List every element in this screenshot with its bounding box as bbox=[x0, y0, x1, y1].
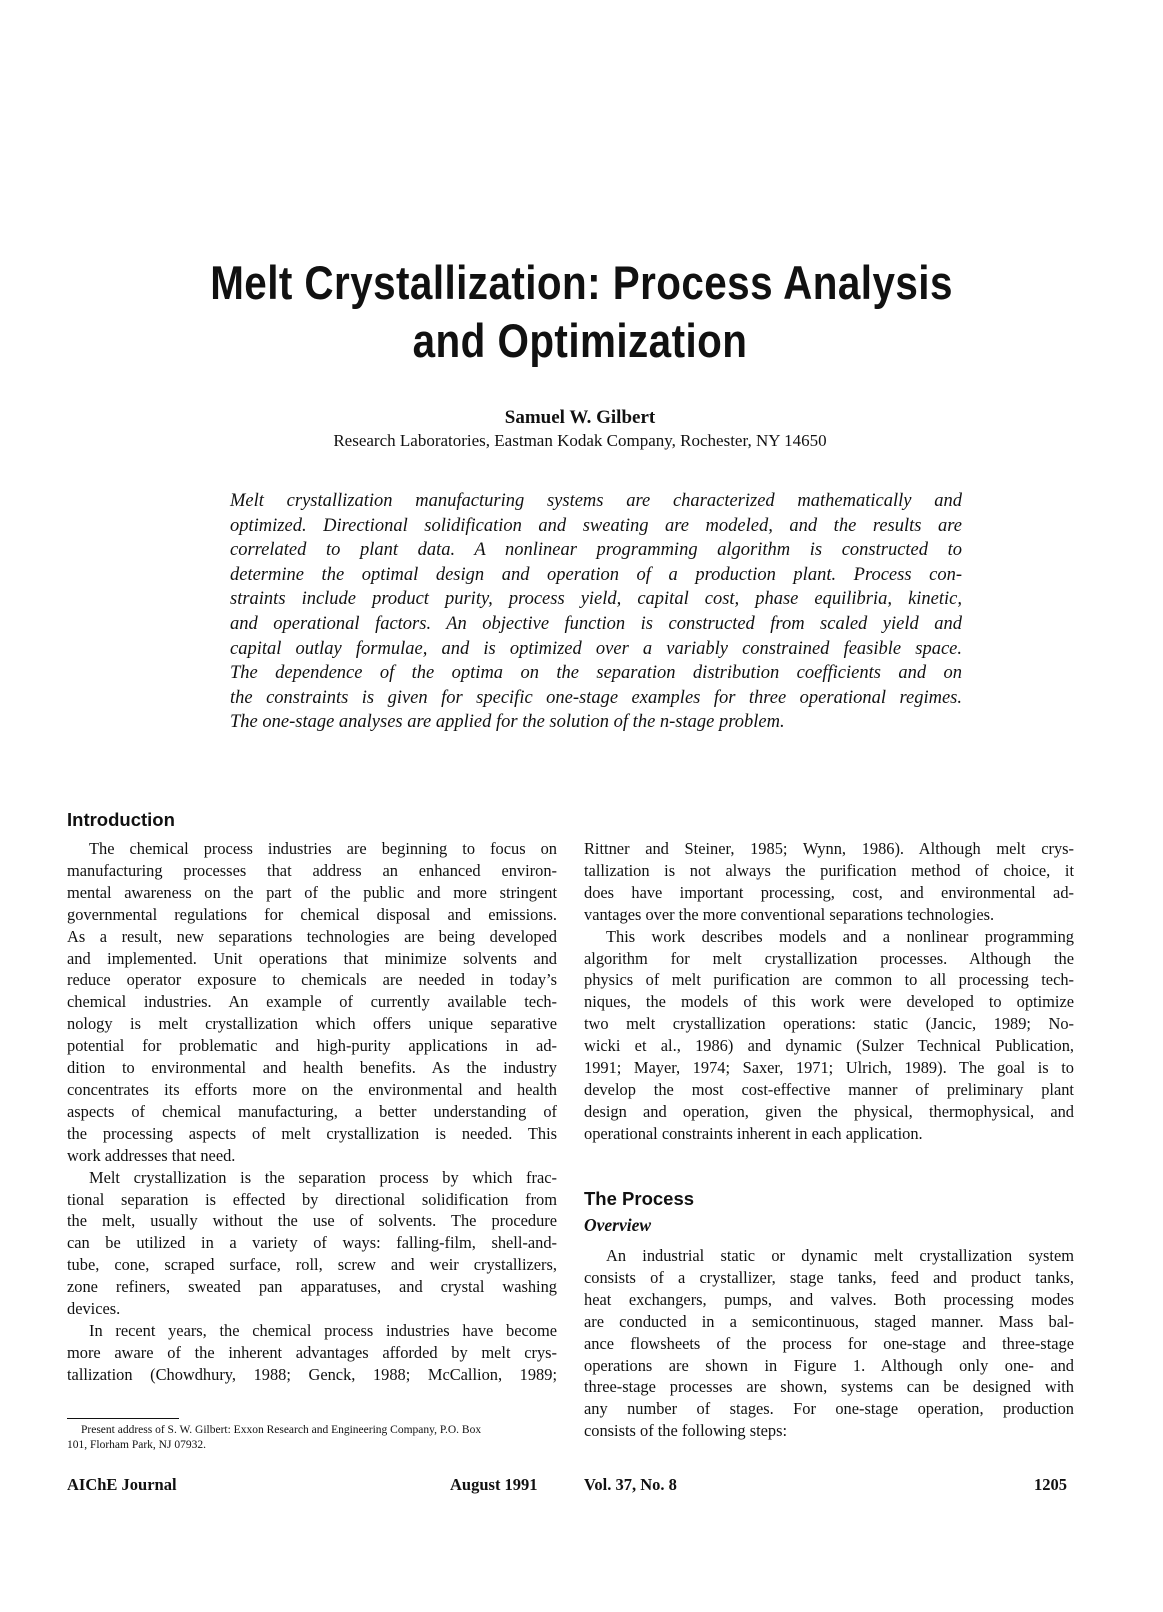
abstract-line: determine the optimal design and operation of a production plant. Process con- bbox=[230, 564, 962, 585]
body-line: consists of the following steps: bbox=[584, 1421, 788, 1441]
body-line: consists of a crystallizer, stage tanks, feed and product tanks, bbox=[584, 1267, 1074, 1287]
body-line: develop the most cost-effective manner of preliminary plant bbox=[584, 1079, 1074, 1099]
body-line: dition to environmental and health benefits. As the industry bbox=[67, 1058, 557, 1078]
body-line: reduce operator exposure to chemicals are needed in today’s bbox=[67, 970, 557, 990]
body-line: more aware of the inherent advantages afforded by melt crys- bbox=[67, 1342, 557, 1362]
body-line: In recent years, the chemical process industries have become bbox=[89, 1320, 557, 1340]
body-line: algorithm for melt crystallization processes. Although the bbox=[584, 948, 1074, 968]
article-title bbox=[210, 254, 953, 370]
body-line: tional separation is effected by directional solidification from bbox=[67, 1189, 557, 1209]
right-column-intro-text bbox=[584, 838, 1074, 1145]
body-line: tallization is not always the purification method of choice, it bbox=[584, 860, 1074, 880]
footer-page-number: 1205 bbox=[1034, 1475, 1067, 1494]
body-line: nology is melt crystallization which offers unique separative bbox=[67, 1014, 557, 1034]
overview-heading: Overview bbox=[584, 1215, 652, 1235]
abstract-line: The one-stage analyses are applied for the solution of the n-stage problem. bbox=[230, 712, 785, 733]
footer-journal-name: AIChE Journal bbox=[67, 1475, 177, 1494]
body-line: are conducted in a semicontinuous, staged manner. Mass bal- bbox=[584, 1311, 1074, 1331]
body-line: physics of melt purification are common to all processing tech- bbox=[584, 970, 1074, 990]
body-line: the melt, usually without the use of solvents. The procedure bbox=[67, 1211, 557, 1231]
body-line: manufacturing processes that address an enhanced environ- bbox=[67, 860, 557, 880]
body-line: tallization (Chowdhury, 1988; Genck, 1988; McCallion, 1989; bbox=[67, 1364, 557, 1384]
body-line: any number of stages. For one-stage operation, production bbox=[584, 1399, 1074, 1419]
body-line: Melt crystallization is the separation process by which frac- bbox=[89, 1167, 557, 1187]
body-line: three-stage processes are shown, systems can be designed with bbox=[584, 1377, 1074, 1397]
abstract-line: Melt crystallization manufacturing systems are characterized mathematically and bbox=[230, 491, 962, 511]
introduction-heading: Introduction bbox=[67, 809, 175, 830]
title-line-2: and Optimization bbox=[412, 314, 748, 367]
abstract-line: straints include product purity, process yield, capital cost, phase equilibria, kinetic, bbox=[230, 589, 962, 610]
body-line: wicki et al., 1986) and dynamic (Sulzer Technical Publication, bbox=[584, 1036, 1074, 1056]
left-column-text bbox=[67, 838, 557, 1386]
footer-volume: Vol. 37, No. 8 bbox=[584, 1475, 677, 1494]
body-line: the processing aspects of melt crystallization is needed. This bbox=[67, 1123, 557, 1143]
body-line: mental awareness on the part of the public and more stringent bbox=[67, 882, 557, 902]
body-line: and implemented. Unit operations that minimize solvents and bbox=[67, 948, 557, 968]
body-line: ance flowsheets of the process for one-stage and three-stage bbox=[584, 1333, 1074, 1353]
author-affiliation: Research Laboratories, Eastman Kodak Company, Rochester, NY 14650 bbox=[333, 431, 827, 450]
right-column-overview-text bbox=[584, 1245, 1074, 1442]
body-line: An industrial static or dynamic melt crystallization system bbox=[606, 1246, 1074, 1265]
abstract-line: correlated to plant data. A nonlinear programming algorithm is constructed to bbox=[230, 540, 962, 561]
author-name: Samuel W. Gilbert bbox=[504, 407, 656, 428]
footnote-rule bbox=[67, 1418, 179, 1419]
body-line: This work describes models and a nonlinear programming bbox=[606, 926, 1074, 946]
body-line: The chemical process industries are beginning to focus on bbox=[89, 839, 557, 858]
abstract-line: optimized. Directional solidification and sweating are modeled, and the results are bbox=[230, 515, 962, 536]
body-line: heat exchangers, pumps, and valves. Both processing modes bbox=[584, 1289, 1074, 1309]
body-line: 1991; Mayer, 1974; Saxer, 1971; Ulrich, 1989). The goal is to bbox=[584, 1058, 1074, 1078]
footnote-line: 101, Florham Park, NJ 07932. bbox=[67, 1439, 206, 1451]
body-line: devices. bbox=[67, 1299, 121, 1319]
abstract-line: and operational factors. An objective function is constructed from scaled yield and bbox=[230, 613, 962, 634]
body-line: As a result, new separations technologies are being developed bbox=[67, 926, 557, 946]
body-line: governmental regulations for chemical disposal and emissions. bbox=[67, 904, 557, 924]
body-line: two melt crystallization operations: static (Jancic, 1989; No- bbox=[584, 1014, 1074, 1034]
body-line: does have important processing, cost, and environmental ad- bbox=[584, 882, 1074, 902]
body-line: Rittner and Steiner, 1985; Wynn, 1986). Although melt crys- bbox=[584, 839, 1074, 858]
title-line-1: Melt Crystallization: Process Analysis bbox=[210, 256, 953, 309]
body-line: operations are shown in Figure 1. Although only one- and bbox=[584, 1355, 1074, 1375]
footer-date: August 1991 bbox=[450, 1475, 538, 1494]
body-line: zone refiners, sweated pan apparatuses, and crystal washing bbox=[67, 1277, 557, 1297]
body-line: operational constraints inherent in each application. bbox=[584, 1123, 923, 1143]
abstract bbox=[230, 489, 962, 735]
body-line: can be utilized in a variety of ways: falling-film, shell-and- bbox=[67, 1233, 557, 1253]
abstract-line: the constraints is given for specific one-stage examples for three operational regimes. bbox=[230, 687, 962, 708]
body-line: concentrates its efforts more on the environmental and health bbox=[67, 1079, 557, 1099]
process-heading: The Process bbox=[584, 1188, 695, 1209]
body-line: potential for problematic and high-purity applications in ad- bbox=[67, 1036, 557, 1056]
abstract-line: The dependence of the optima on the separation distribution coefficients and on bbox=[230, 663, 962, 684]
body-line: work addresses that need. bbox=[67, 1145, 236, 1165]
body-line: niques, the models of this work were developed to optimize bbox=[584, 992, 1074, 1012]
body-line: aspects of chemical manufacturing, a better understanding of bbox=[67, 1101, 557, 1121]
body-line: design and operation, given the physical, thermophysical, and bbox=[584, 1101, 1074, 1121]
body-line: vantages over the more conventional separations technologies. bbox=[584, 904, 995, 924]
body-line: tube, cone, scraped surface, roll, screw and weir crystallizers, bbox=[67, 1255, 557, 1275]
footnote bbox=[67, 1423, 557, 1453]
body-line: chemical industries. An example of currently available tech- bbox=[67, 992, 557, 1012]
footnote-line: Present address of S. W. Gilbert: Exxon Research and Engineering Company, P.O. Box bbox=[81, 1424, 482, 1436]
abstract-line: capital outlay formulae, and is optimized over a variably constrained feasible space. bbox=[230, 638, 962, 659]
